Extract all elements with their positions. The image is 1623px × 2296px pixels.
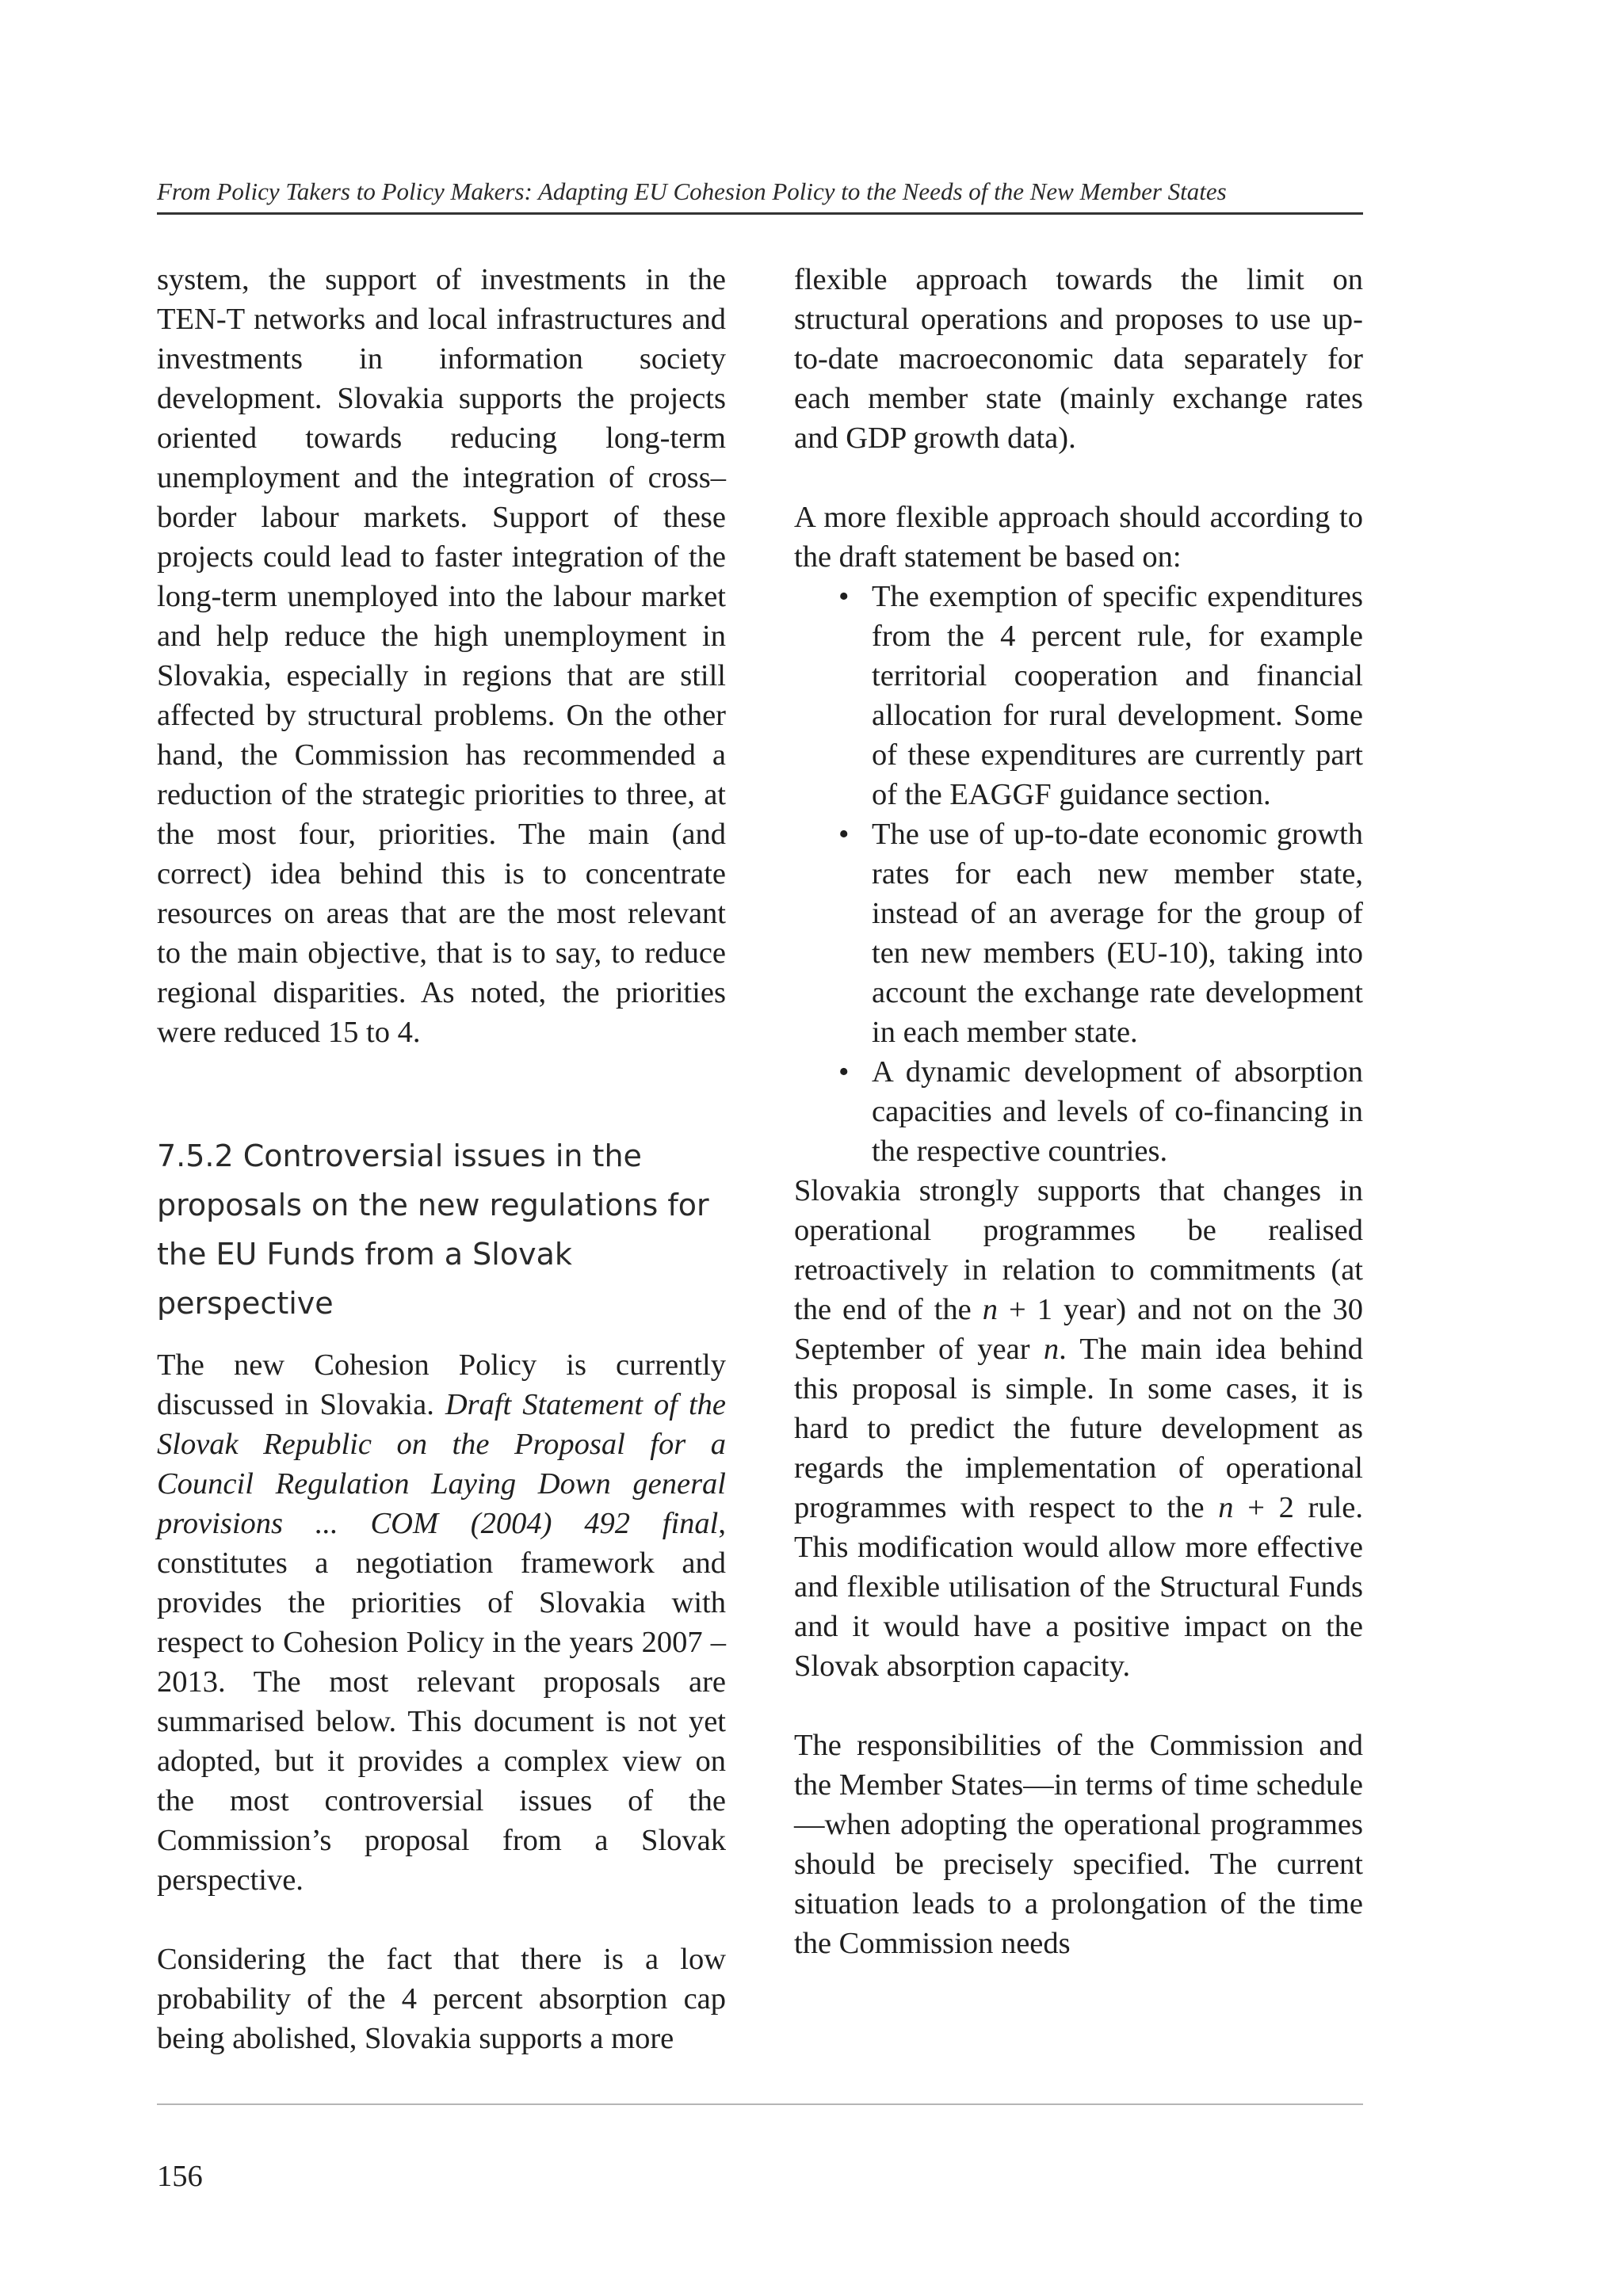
text-run: . The main idea behind this proposal is simple. In some cases, it is hard to predict the future development as regards the implementation of operational programmes with respect to the	[794, 1333, 1363, 1524]
right-paragraph-3	[794, 1171, 1363, 1686]
paragraph-2-rest: , constitutes a negotiation framework and provides the priorities of Slovakia with respect to Cohesion Policy in the years 2007 – 2013. The most relevant proposals are summarised below. This document is not yet adopted, but it provides a complex view on the most controversial issues of the Commission’s proposal from a Slovak perspective.	[157, 1507, 726, 1897]
left-paragraph-2	[157, 1345, 726, 1900]
bullet-marker: •	[838, 1055, 850, 1089]
left-column	[157, 260, 726, 2058]
draft-statement-title: Draft Statement of the Slovak Republic on the Proposal for a Council Regulation Laying Down general provisions ... COM (2004) 492 final	[157, 1388, 727, 1540]
bullet-text: The use of up-to-date economic growth rates for each new member state, instead of an average for the group of ten new members (EU-10), taking into account the exchange rate development in each member state.	[872, 818, 1363, 1049]
bullet-item	[838, 814, 1363, 1052]
running-head: From Policy Takers to Policy Makers: Adapting EU Cohesion Policy to the Needs of the New Member States	[157, 177, 1227, 205]
right-paragraph-2: A more flexible approach should according to the draft statement be based on:	[794, 501, 1363, 574]
variable-n: n	[1043, 1333, 1060, 1366]
variable-n: n	[982, 1293, 999, 1326]
text-run: + 2 rule. This modification would allow more effective and flexible utilisation of the Structural Funds and it would have a positive impact on the Slovak absorption capacity.	[794, 1491, 1363, 1683]
left-paragraph-1: system, the support of investments in the TEN-T networks and local infrastructures and investments in information society development. Slovakia supports the projects oriented towards reducing long-term unemployment and the integration of cross–border labour markets. Support of these projects could lead to faster integration of the long-term unemployed into the labour market and help reduce the high unemployment in Slovakia, especially in regions that are still affected by structural problems. On the other hand, the Commission has recommended a reduction of the strategic priorities to three, at the most four, priorities. The main (and correct) idea behind this is to concentrate resources on areas that are the most relevant to the main objective, that is to say, to reduce regional disparities. As noted, the priorities were reduced 15 to 4.	[157, 263, 726, 1049]
right-column	[794, 260, 1363, 1963]
page-number: 156	[157, 2160, 203, 2193]
bullet-item	[838, 577, 1363, 814]
bullet-item	[838, 1052, 1363, 1171]
text-run: + 1 year) and not on the 30 September of year	[794, 1293, 1363, 1366]
bullet-list	[794, 577, 1363, 1171]
left-paragraph-3: Considering the fact that there is a low probability of the 4 percent absorption cap being abolished, Slovakia supports a more	[157, 1943, 726, 2055]
footer-rule	[157, 2103, 1363, 2105]
right-paragraph-1: flexible approach towards the limit on structural operations and proposes to use up-to-date macroeconomic data separately for each member state (mainly exchange rates and GDP growth data).	[794, 263, 1363, 455]
paragraph-2-lead: The new Cohesion Policy is currently discussed in Slovakia.	[157, 1348, 726, 1421]
variable-n: n	[1218, 1491, 1234, 1524]
text-run: Slovakia strongly supports that changes in operational programmes be realised retroactively in relation to commitments (at the end of the	[794, 1174, 1363, 1326]
right-paragraph-4: The responsibilities of the Commission and the Member States—in terms of time schedule—when adopting the operational programmes should be precisely specified. The current situation leads to a prolongation of the time the Commission needs	[794, 1729, 1363, 1960]
bullet-marker: •	[838, 818, 850, 851]
bullet-text: A dynamic development of absorption capacities and levels of co-financing in the respective countries.	[872, 1055, 1363, 1168]
section-heading: 7.5.2 Controversial issues in the proposals on the new regulations for the EU Funds from a Slovak perspective	[157, 1138, 709, 1321]
bullet-text: The exemption of specific expenditures from the 4 percent rule, for example territorial cooperation and financial allocation for rural development. Some of these expenditures are currently part of the EAGGF guidance section.	[872, 580, 1363, 811]
bullet-marker: •	[838, 580, 850, 613]
header-rule	[157, 212, 1363, 215]
